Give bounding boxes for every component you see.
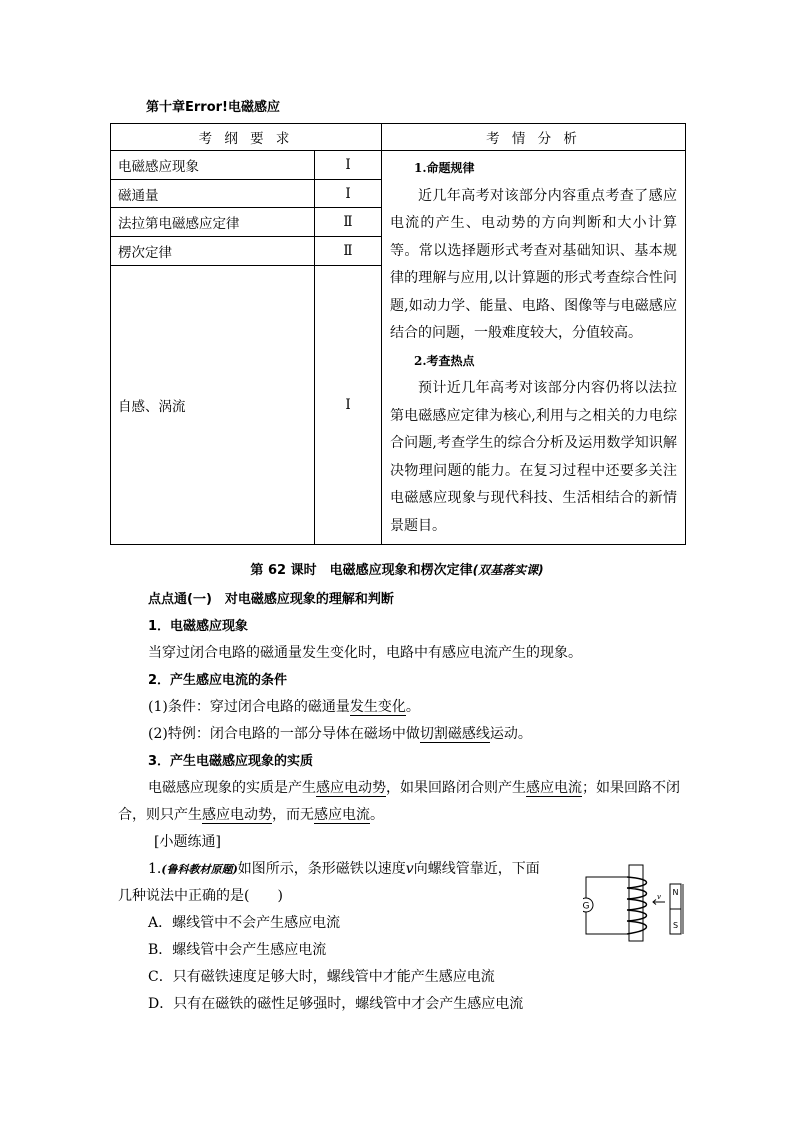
header-analysis: 考 情 分 析: [382, 124, 686, 151]
req-item: 电磁感应现象: [111, 151, 315, 180]
question-number: 1.: [148, 861, 162, 877]
p3-d: ，而无: [272, 807, 314, 823]
option-b: B．螺线管中会产生感应电流: [148, 942, 327, 958]
question-text-1: 如图所示，条形磁铁以速度: [237, 861, 406, 877]
heading-1: 1．电磁感应现象: [148, 619, 249, 634]
option-d: D．只有在磁铁的磁性足够强时，螺线管中才会产生感应电流: [148, 996, 524, 1012]
req-item: 楞次定律: [111, 237, 315, 266]
p3-b: ，如果回路闭合则产生: [386, 780, 526, 796]
south-pole-label: S: [672, 921, 679, 930]
header-requirements: 考 纲 要 求: [111, 124, 382, 151]
velocity-label: v: [657, 893, 661, 901]
req-level: Ⅰ: [315, 265, 382, 544]
option-a: A．螺线管中不会产生感应电流: [148, 915, 341, 931]
analysis-sub2: 2.考查热点: [414, 353, 475, 368]
north-pole-label: N: [672, 888, 679, 897]
option-c: C．只有磁铁速度足够大时，螺线管中才能产生感应电流: [148, 969, 495, 985]
p3-u2: 感应电流: [526, 780, 582, 796]
analysis-para2: 预计近几年高考对该部分内容仍将以法拉第电磁感应定律为核心,利用与之相关的力电综合问题,考查学生的综合分析及运用数学知识解决物理问题的能力。在复习过程中还要多关注电磁感应现象与现代科技、生活相结合的新情景题目。: [390, 380, 677, 534]
analysis-cell: [382, 151, 686, 545]
req-level: Ⅰ: [315, 179, 382, 208]
p3-u4: 感应电流: [314, 807, 370, 823]
req-item: 磁通量: [111, 179, 315, 208]
p3-e: 。: [370, 807, 384, 823]
condition-1-text: (1)条件：穿过闭合电路的磁通量: [148, 699, 350, 715]
lesson-body: [118, 586, 690, 1018]
condition-2-end: 运动。: [489, 726, 532, 742]
lesson-title: [0, 559, 794, 578]
p3-u1: 感应电动势: [316, 780, 386, 796]
magnet-shadow: [681, 884, 684, 934]
analysis-block: [390, 155, 677, 540]
condition-2: [118, 721, 690, 748]
analysis-sub1: 1.命题规律: [414, 161, 475, 175]
req-level: Ⅱ: [315, 208, 382, 237]
p3-u3: 感应电动势: [202, 807, 272, 823]
req-item: 法拉第电磁感应定律: [111, 208, 315, 237]
condition-2-text: (2)特例：闭合电路的一部分导体在磁场中做: [148, 726, 420, 742]
condition-1-end: 。: [405, 699, 420, 715]
req-level: Ⅱ: [315, 237, 382, 266]
req-item: 自感、涡流: [111, 265, 315, 544]
galvanometer-label: G: [583, 901, 590, 912]
paragraph-1: 当穿过闭合电路的磁通量发生变化时，电路中有感应电流产生的现象。: [148, 645, 582, 661]
question-text-2: 向螺线管靠近，下面: [413, 861, 540, 877]
heading-3: 3．产生电磁感应现象的实质: [148, 754, 314, 769]
p3-c: ；如果回路不闭合，则只产生: [118, 780, 680, 823]
solenoid-magnet-figure: [583, 862, 693, 942]
chapter-title: 第十章Error!电磁感应: [146, 100, 280, 115]
table-row: [111, 151, 686, 180]
paragraph-3: [118, 775, 690, 829]
question-line-2: 几种说法中正确的是( ): [118, 888, 283, 904]
req-level: Ⅰ: [315, 151, 382, 180]
condition-1-underlined: 发生变化: [349, 699, 406, 715]
condition-2-underlined: 切割磁感线: [419, 726, 490, 742]
condition-1: [118, 694, 690, 721]
question-variable: v: [405, 861, 414, 877]
requirements-table: [110, 123, 686, 545]
table-header-row: [111, 124, 686, 151]
lesson-tag: (双基落实课): [472, 563, 544, 577]
section-heading: 点点通(一) 对电磁感应现象的理解和判断: [148, 592, 394, 607]
practice-heading: [小题练通]: [154, 834, 221, 850]
question-source-tag: (鲁科教材原题): [161, 863, 238, 876]
p3-a: 电磁感应现象的实质是产生: [148, 780, 316, 796]
analysis-para1: 近几年高考对该部分内容重点考查了感应电流的产生、电动势的方向判断和大小计算等。常以选择题形式考查对基础知识、基本规律的理解与应用,以计算题的形式考查综合性问题,如动力学、能量、电路、图像等与电磁感应结合的问题，一般难度较大，分值较高。: [390, 187, 677, 341]
lesson-title-text: 第 62 课时 电磁感应现象和楞次定律: [250, 563, 473, 578]
solenoid-core: [629, 865, 643, 941]
heading-2: 2．产生感应电流的条件: [148, 673, 288, 688]
